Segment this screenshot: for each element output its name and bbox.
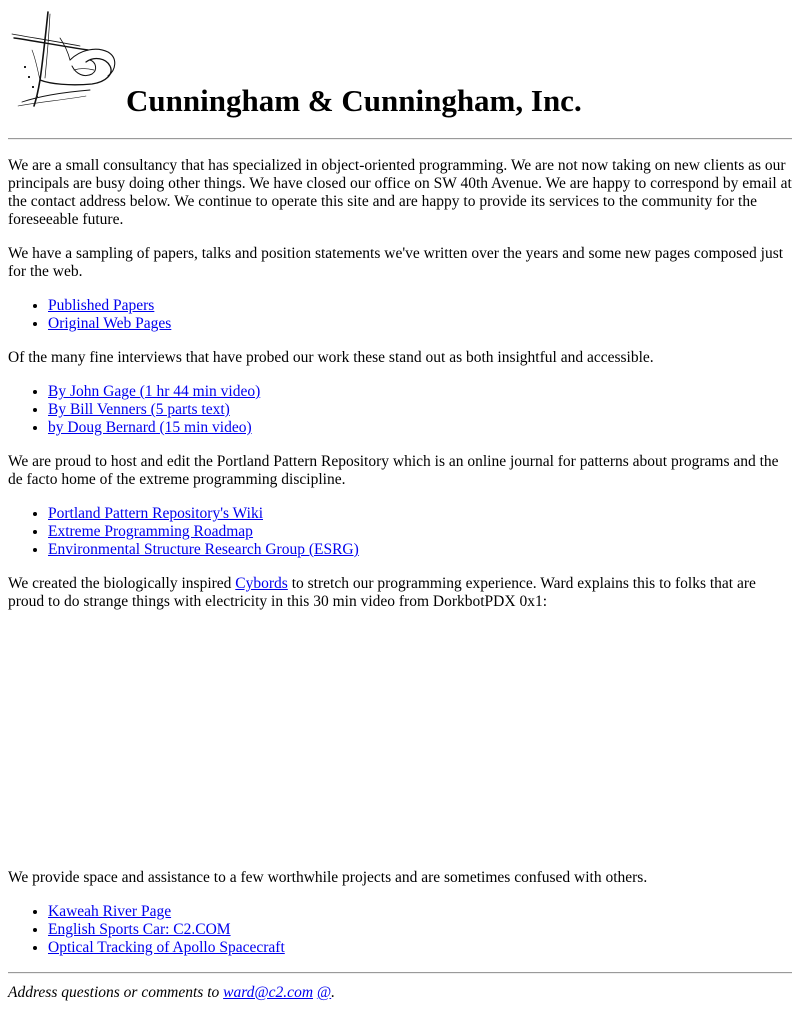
list-item [48, 903, 792, 921]
john-gage-link[interactable]: By John Gage (1 hr 44 min video) [48, 383, 261, 400]
original-web-pages-link[interactable]: Original Web Pages [48, 315, 172, 332]
repository-intro: We are proud to host and edit the Portland Pattern Repository which is an online journal for patterns about programs and the de facto home of the extreme programming discipline. [8, 453, 779, 488]
projects-list [8, 903, 792, 957]
wiki-link[interactable]: Portland Pattern Repository's Wiki [48, 505, 263, 522]
cybords-paragraph [8, 575, 792, 611]
contact-address [8, 984, 792, 1002]
at-link[interactable]: @ [316, 984, 332, 1001]
page [8, 0, 792, 1002]
signature-sketch-icon [10, 10, 122, 110]
published-papers-link[interactable]: Published Papers [48, 297, 155, 314]
top-divider [8, 138, 792, 140]
list-item [48, 541, 792, 559]
header [8, 0, 792, 128]
list-item [48, 523, 792, 541]
doug-bernard-link[interactable]: by Doug Bernard (15 min video) [48, 419, 252, 436]
list-item [48, 315, 792, 333]
apollo-tracking-link[interactable]: Optical Tracking of Apollo Spacecraft [48, 939, 285, 956]
address-prefix: Address questions or comments to [8, 984, 224, 1001]
papers-intro: We have a sampling of papers, talks and position statements we've written over the years and some new pages composed just for the web. [8, 245, 784, 280]
email-link[interactable]: ward@c2.com [223, 984, 314, 1001]
esrg-link[interactable]: Environmental Structure Research Group (ESRG) [48, 541, 359, 558]
repository-list [8, 505, 792, 559]
bottom-divider [8, 972, 792, 974]
list-item [48, 419, 792, 437]
cybords-text-before: We created the biologically inspired [8, 575, 236, 592]
interviews-intro: Of the many fine interviews that have probed our work these stand out as both insightful and accessible. [8, 349, 654, 366]
papers-list [8, 297, 792, 333]
list-item [48, 297, 792, 315]
xp-roadmap-link[interactable]: Extreme Programming Roadmap [48, 523, 253, 540]
video-embed-area[interactable] [8, 611, 792, 853]
projects-intro: We provide space and assistance to a few worthwhile projects and are sometimes confused with others. [8, 869, 648, 886]
cybords-text-after: to stretch our programming experience. Ward explains this to folks that are proud to do strange things with electricity in this 30 min video from DorkbotPDX 0x1: [8, 575, 756, 610]
list-item [48, 939, 792, 957]
list-item [48, 505, 792, 523]
list-item [48, 401, 792, 419]
kaweah-river-link[interactable]: Kaweah River Page [48, 903, 172, 920]
bill-venners-link[interactable]: By Bill Venners (5 parts text) [48, 401, 230, 418]
list-item [48, 383, 792, 401]
address-suffix: . [331, 984, 336, 1001]
intro-paragraph: We are a small consultancy that has specialized in object-oriented programming. We are not now taking on new clients as our principals are busy doing other things. We have closed our office on SW 40th Avenue. We are happy to correspond by email at the contact address below. We continue to operate this site and are happy to provide its services to the community for the foreseeable future. [8, 157, 792, 228]
interviews-list [8, 383, 792, 437]
english-sports-car-link[interactable]: English Sports Car: C2.COM [48, 921, 231, 938]
page-title: Cunningham & Cunningham, Inc. [126, 83, 582, 118]
cybords-link[interactable]: Cybords [235, 575, 288, 592]
list-item [48, 921, 792, 939]
